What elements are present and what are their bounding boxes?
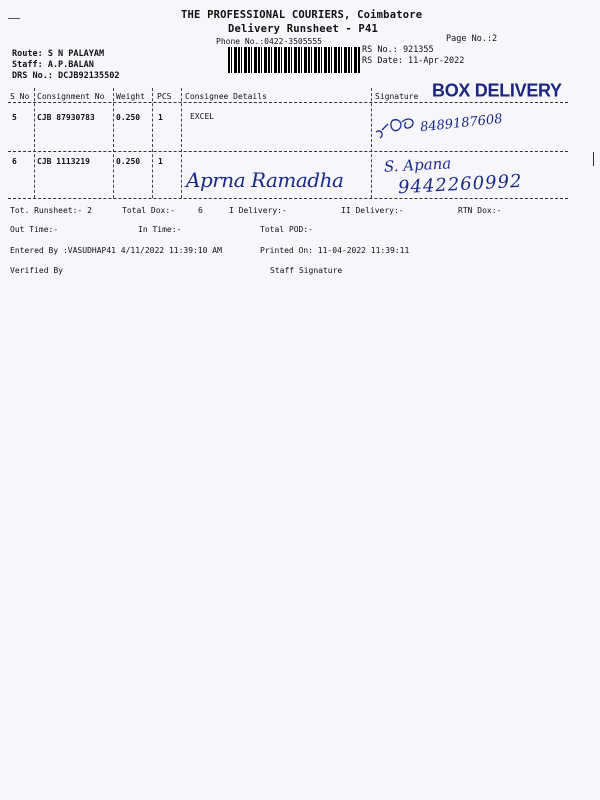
scan-mark	[593, 152, 594, 166]
runsheet-title: Delivery Runsheet - P41	[228, 23, 378, 35]
printed-on: Printed On: 11-04-2022 11:39:11	[260, 246, 410, 255]
row-sno: 6	[12, 157, 17, 166]
barcode	[228, 47, 360, 73]
row-weight: 0.250	[116, 113, 141, 122]
col-sep	[181, 88, 182, 198]
rtn-dox: RTN Dox:-	[458, 206, 502, 215]
row-sno: 5	[12, 113, 17, 122]
row-weight: 0.250	[116, 157, 141, 166]
consignee-handwritten-name: Aprna Ramadha	[186, 168, 344, 192]
total-dox-label: Total Dox:-	[122, 206, 175, 215]
total-pod: Total POD:-	[260, 225, 313, 234]
verified-by: Verified By	[10, 266, 63, 275]
col-header-consignee: Consignee Details	[185, 92, 267, 101]
header-divider	[8, 102, 568, 103]
col-sep	[34, 88, 35, 198]
table-bottom-divider	[8, 198, 568, 199]
row-consignment: CJB 87930783	[37, 113, 95, 122]
entered-by: Entered By :VASUDHAP41 4/11/2022 11:39:10 AM	[10, 246, 222, 255]
col-header-pcs: PCS	[157, 92, 172, 101]
phone-number: Phone No.:0422-3505555	[216, 37, 322, 46]
signature-phone-1: 8489187608	[419, 111, 504, 136]
out-time: Out Time:-	[10, 225, 59, 234]
col-header-signature: Signature	[375, 92, 419, 101]
signature-name: S. Apana	[383, 154, 452, 176]
row-consignee: EXCEL	[190, 112, 215, 121]
drs-number: DRS No.: DCJB92135502	[12, 71, 120, 81]
col-sep	[113, 88, 114, 198]
ii-delivery: II Delivery:-	[341, 206, 404, 215]
route-label: Route: S N PALAYAM	[12, 49, 105, 59]
total-dox-value: 6	[198, 206, 203, 215]
staff-label: Staff: A.P.BALAN	[12, 60, 94, 70]
row-pcs: 1	[158, 113, 163, 122]
row-divider	[8, 151, 568, 152]
row-pcs: 1	[158, 157, 163, 166]
rs-number: RS No.: 921355	[362, 45, 434, 55]
box-delivery-stamp: BOX DELIVERY	[432, 79, 562, 101]
i-delivery: I Delivery:-	[229, 206, 287, 215]
col-header-sno: S No	[10, 92, 30, 101]
rs-date: RS Date: 11-Apr-2022	[362, 56, 465, 66]
scan-mark	[8, 18, 20, 19]
signature-phone-2: 9442260992	[397, 170, 523, 199]
col-sep	[371, 88, 372, 198]
staff-signature: Staff Signature	[270, 266, 343, 275]
in-time: In Time:-	[138, 225, 182, 234]
total-runsheet: Tot. Runsheet:- 2	[10, 206, 92, 215]
row-consignment: CJB 1113219	[37, 157, 90, 166]
page-number: Page No.:2	[446, 34, 498, 44]
col-header-consignment: Consignment No	[37, 92, 105, 101]
signature-scribble	[372, 110, 422, 142]
col-header-weight: Weight	[116, 92, 145, 101]
company-title: THE PROFESSIONAL COURIERS, Coimbatore	[181, 9, 423, 21]
col-sep	[152, 88, 153, 198]
